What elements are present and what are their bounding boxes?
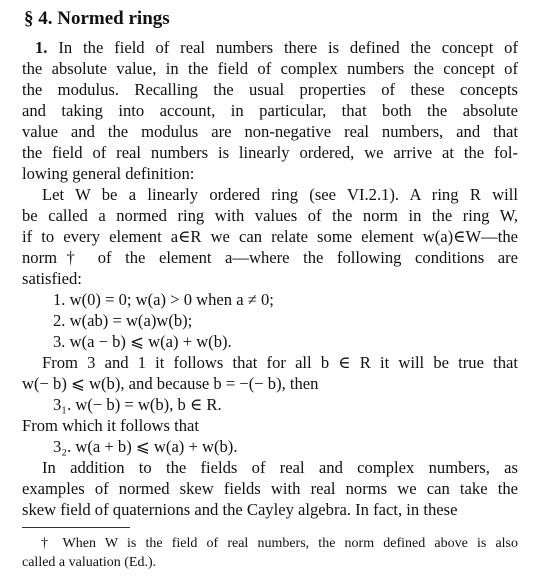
body-line: the absolute value, in the field of complex numbers the concept of bbox=[22, 59, 518, 78]
body-line: 1. In the field of real numbers there is defined the concept of bbox=[35, 38, 519, 57]
body-line: lowing general definition: bbox=[22, 164, 195, 183]
body-line: From 3 and 1 it follows that for all b ∈ R it will be true that bbox=[42, 353, 518, 372]
formula-line: 3₂. w(a + b) ⩽ w(a) + w(b). bbox=[53, 437, 238, 456]
section-heading: § 4. Normed rings bbox=[24, 8, 170, 29]
body-line: the modulus. Recalling the usual properties of these concepts bbox=[22, 80, 518, 99]
body-line: In addition to the fields of real and complex numbers, as bbox=[42, 458, 518, 477]
paragraph-number: 1. bbox=[35, 38, 48, 57]
condition-item: 3. w(a − b) ⩽ w(a) + w(b). bbox=[53, 332, 232, 351]
body-line: satisfied: bbox=[22, 269, 82, 288]
body-line: value and the modulus are non-negative real numbers, and that bbox=[22, 122, 518, 141]
footnote-divider bbox=[22, 527, 130, 528]
footnote-line: called a valuation (Ed.). bbox=[22, 555, 157, 570]
body-line: w(− b) ⩽ w(b), and because b = −(− b), then bbox=[22, 374, 319, 393]
body-line: the field of real numbers is linearly ordered, we arrive at the fol- bbox=[22, 143, 518, 162]
formula-line: 3₁. w(− b) = w(b), b ∈ R. bbox=[53, 395, 222, 414]
body-line: if to every element a∈R we can relate some element w(a)∈W—the bbox=[22, 227, 518, 246]
body-line: examples of normed skew fields with real norms we can take the bbox=[22, 479, 518, 498]
body-line: norm† of the element a—where the following conditions are bbox=[22, 248, 518, 267]
body-line: and taking into account, in particular, that both the absolute bbox=[22, 101, 518, 120]
body-line: skew field of quaternions and the Cayley algebra. In fact, in these bbox=[22, 500, 458, 519]
body-line: Let W be a linearly ordered ring (see VI.2.1). A ring R will bbox=[42, 185, 518, 204]
body-line: be called a normed ring with values of the norm in the ring W, bbox=[22, 206, 518, 225]
condition-item: 1. w(0) = 0; w(a) > 0 when a ≠ 0; bbox=[53, 290, 274, 309]
footnote-line: † When W is the field of real numbers, the norm defined above is also bbox=[41, 536, 518, 551]
body-line: From which it follows that bbox=[22, 416, 199, 435]
condition-item: 2. w(ab) = w(a)w(b); bbox=[53, 311, 193, 330]
